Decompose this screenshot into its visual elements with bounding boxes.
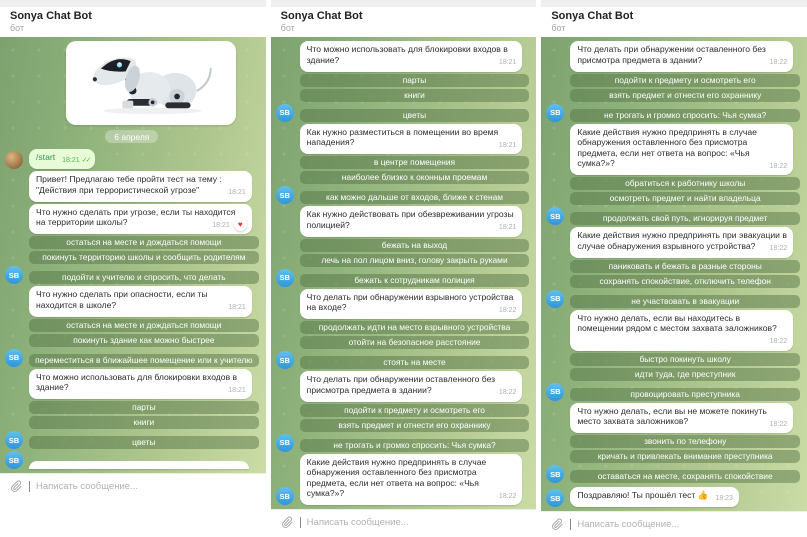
window-top-strip	[541, 0, 807, 7]
quiz-option-button[interactable]: книги	[300, 89, 530, 102]
chat-subtitle: бот	[10, 23, 25, 33]
read-checkmarks-icon: ✓✓	[81, 156, 90, 164]
row-content	[29, 416, 259, 429]
row-content	[570, 124, 800, 176]
message-text: Что можно использовать для блокировки входов в здание?	[306, 44, 508, 65]
bot-message[interactable]	[570, 124, 793, 176]
attach-paperclip-icon[interactable]	[10, 480, 23, 493]
avatar-gutter	[5, 266, 29, 284]
quiz-option-button[interactable]: лечь на пол лицом вниз, голову закрыть руками	[300, 254, 530, 267]
date-badge: 6 апреля	[105, 130, 158, 143]
avatar-gutter	[546, 465, 570, 483]
quiz-option-button[interactable]: стоять на месте	[300, 356, 530, 369]
message-row	[546, 465, 800, 483]
message-row	[276, 289, 530, 320]
quiz-option-button[interactable]: осмотреть предмет и найти владельца	[570, 192, 800, 205]
bot-avatar[interactable]: SB	[5, 431, 23, 449]
quiz-option-button[interactable]: парты	[29, 401, 259, 414]
message-row	[5, 41, 259, 125]
row-content	[570, 450, 800, 463]
message-row	[546, 435, 800, 448]
message-text: Что нужно сделать при опасности, если ты находится в школе?	[36, 289, 208, 310]
message-row	[5, 286, 259, 317]
text-cursor	[300, 517, 301, 528]
message-row	[5, 204, 259, 235]
bot-avatar[interactable]: SB	[276, 104, 294, 122]
quiz-option-button[interactable]: покинуть территорию школы и сообщить родителям	[29, 251, 259, 264]
quiz-option-button[interactable]: быстро покинуть школу	[570, 353, 800, 366]
message-row	[276, 186, 530, 204]
quiz-option-button[interactable]: парты	[300, 74, 530, 87]
attach-paperclip-icon[interactable]	[281, 516, 294, 529]
quiz-option-button[interactable]: переместиться в ближайшее помещение или к учителю	[29, 354, 259, 367]
bot-avatar[interactable]: SB	[276, 487, 294, 505]
message-row	[5, 431, 259, 449]
message-row	[276, 321, 530, 334]
message-composer	[0, 473, 266, 499]
text-cursor	[29, 481, 30, 492]
message-row	[546, 124, 800, 176]
user-avatar[interactable]	[5, 151, 23, 169]
chat-title: Sonya Chat Bot	[10, 10, 92, 22]
chat-title: Sonya Chat Bot	[551, 10, 634, 22]
message-row	[276, 269, 530, 287]
row-content	[570, 295, 800, 308]
bot-avatar[interactable]: SB	[276, 351, 294, 369]
message-time: 18:21	[498, 224, 517, 231]
bot-avatar[interactable]: SB	[276, 186, 294, 204]
bot-message[interactable]	[570, 403, 793, 434]
quiz-option-button[interactable]: подойти к предмету и осмотреть его	[300, 404, 530, 417]
message-row	[276, 351, 530, 369]
row-content	[570, 310, 800, 351]
message-row	[5, 369, 259, 400]
reaction-badge[interactable]	[234, 218, 247, 231]
row-content	[300, 206, 530, 237]
row-content	[300, 124, 530, 155]
message-row	[5, 266, 259, 284]
quiz-option-button[interactable]: взять предмет и отнести его охраннику	[570, 89, 800, 102]
quiz-option-button[interactable]: цветы	[300, 109, 530, 122]
message-composer	[271, 509, 537, 535]
message-row	[5, 171, 259, 202]
row-content	[300, 356, 530, 369]
row-content	[29, 286, 259, 317]
row-content	[570, 485, 800, 507]
bot-avatar[interactable]: SB	[546, 383, 564, 401]
bot-message[interactable]	[300, 371, 523, 402]
avatar-gutter	[5, 349, 29, 367]
row-content	[300, 274, 530, 287]
message-input[interactable]: Написать сообщение...	[36, 481, 138, 492]
bot-avatar[interactable]: SB	[546, 207, 564, 225]
quiz-option-button[interactable]: провоцировать преступника	[570, 388, 800, 401]
chat-panel	[541, 0, 807, 530]
chat-header[interactable]	[0, 7, 266, 37]
quiz-option-button[interactable]: бежать на выход	[300, 239, 530, 252]
chat-header[interactable]	[541, 7, 807, 37]
message-text: Что нужно делать, если вы находитесь в помещении рядом с местом захвата заложников?	[577, 312, 777, 333]
message-row	[276, 254, 530, 267]
avatar-gutter	[5, 451, 29, 469]
bot-avatar[interactable]: SB	[546, 290, 564, 308]
message-text: Что делать при обнаружении оставленного без присмотра предмета в здании?	[306, 374, 496, 395]
quiz-option-button[interactable]: отойти на безопасное расстояние	[300, 336, 530, 349]
message-text: Что делать при обнаружении оставленного без присмотра предмета в здании?	[577, 44, 766, 65]
message-row	[5, 401, 259, 414]
text-cursor	[570, 519, 571, 530]
message-time: 18:22	[498, 306, 517, 314]
message-row	[5, 251, 259, 264]
quiz-option-button[interactable]: не трогать и громко спросить: Чья сумка?	[570, 109, 800, 122]
bot-avatar[interactable]: SB	[276, 434, 294, 452]
message-row	[546, 104, 800, 122]
message-row	[546, 450, 800, 463]
user-message[interactable]	[29, 149, 95, 169]
bot-message[interactable]	[300, 454, 523, 506]
bot-message[interactable]	[570, 41, 793, 72]
quiz-option-button[interactable]: в центре помещения	[300, 156, 530, 169]
row-content	[29, 334, 259, 347]
message-list	[0, 37, 266, 473]
quiz-option-button[interactable]: оставаться на месте, сохранять спокойствие	[570, 470, 800, 483]
message-composer	[541, 511, 807, 537]
message-text: Что нужно сделать при угрозе, если ты находится на территории школы?	[36, 206, 236, 227]
bot-message[interactable]	[570, 227, 793, 258]
avatar-gutter	[276, 487, 300, 505]
message-row	[276, 89, 530, 102]
message-time: 18:21	[228, 386, 246, 394]
row-content	[300, 41, 530, 72]
row-content	[29, 204, 259, 235]
bot-message[interactable]	[300, 206, 523, 237]
row-content	[300, 239, 530, 252]
message-text: /start	[36, 152, 56, 162]
avatar-gutter	[5, 151, 29, 169]
message-input[interactable]: Написать сообщение...	[306, 517, 409, 528]
row-content	[570, 192, 800, 205]
row-content	[570, 89, 800, 102]
row-content	[300, 289, 530, 320]
message-row	[546, 227, 800, 258]
avatar-gutter	[546, 290, 570, 308]
row-content	[570, 177, 800, 190]
bot-avatar[interactable]: SB	[546, 489, 564, 507]
message-time: 18:21	[212, 221, 230, 229]
message-row	[546, 74, 800, 87]
message-row	[276, 171, 530, 184]
avatar-gutter	[276, 104, 300, 122]
message-row	[546, 177, 800, 190]
message-list	[541, 37, 807, 511]
row-content	[29, 271, 259, 284]
message-row	[546, 192, 800, 205]
message-row	[546, 383, 800, 401]
message-row	[546, 41, 800, 72]
message-time: 18:22	[769, 420, 788, 428]
row-content	[570, 212, 800, 225]
message-text: Что делать при обнаружении взрывного устройства на входе?	[306, 291, 514, 312]
quiz-option-button[interactable]: продолжать идти на место взрывного устройства	[300, 321, 530, 334]
message-text: Как нужно действовать при обезвреживании угрозы полицией?	[306, 209, 514, 230]
row-content	[29, 236, 259, 249]
avatar-gutter	[276, 351, 300, 369]
bot-avatar[interactable]: SB	[5, 349, 23, 367]
message-time: 18:22	[769, 59, 788, 66]
message-row	[546, 353, 800, 366]
message-row	[546, 260, 800, 273]
message-time: 18:22	[769, 338, 788, 345]
row-content	[570, 368, 800, 381]
row-content	[29, 171, 259, 202]
bot-avatar[interactable]: SB	[276, 269, 294, 287]
row-content	[570, 227, 800, 258]
row-content	[29, 354, 259, 367]
bot-message[interactable]	[570, 487, 739, 507]
row-content	[29, 369, 259, 400]
message-row	[546, 207, 800, 225]
quiz-option-button[interactable]: не участвовать в эвакуации	[570, 295, 800, 308]
message-input[interactable]: Написать сообщение...	[577, 519, 680, 530]
row-content	[570, 353, 800, 366]
row-content	[29, 147, 259, 169]
row-content	[300, 171, 530, 184]
bot-message[interactable]	[29, 369, 252, 400]
message-row	[5, 147, 259, 169]
bot-avatar[interactable]: SB	[5, 266, 23, 284]
avatar-gutter	[546, 383, 570, 401]
message-row	[276, 434, 530, 452]
message-row	[276, 454, 530, 506]
message-row	[5, 416, 259, 429]
message-row	[276, 239, 530, 252]
row-content	[300, 109, 530, 122]
row-content	[570, 388, 800, 401]
message-row	[276, 104, 530, 122]
message-row	[5, 319, 259, 332]
bot-message[interactable]	[570, 310, 793, 351]
quiz-option-button[interactable]: цветы	[29, 436, 259, 449]
quiz-option-button[interactable]: продолжать свой путь, игнорируя предмет	[570, 212, 800, 225]
message-time: 18:22	[498, 492, 517, 500]
row-content	[570, 435, 800, 448]
message-row	[276, 156, 530, 169]
chat-subtitle: бот	[280, 23, 295, 33]
row-content	[300, 419, 530, 432]
message-text: Какие действия нужно предпринять в случае обнаружения оставленного без присмотра предмета, если нет ответа на вопрос: «Чья сумка?»?	[577, 126, 757, 168]
quiz-option-button[interactable]: звонить по телефону	[570, 435, 800, 448]
message-text: Что можно использовать для блокировки входов в здание?	[36, 371, 238, 392]
message-time: 18:22	[769, 245, 788, 252]
message-row	[546, 275, 800, 288]
message-text: Поздравляю! Ты прошёл тест 👍	[577, 490, 709, 500]
heart-reaction-icon: ♥	[237, 219, 243, 229]
quiz-option-button[interactable]: подойти к учителю и спросить, что делать	[29, 271, 259, 284]
row-content	[300, 74, 530, 87]
avatar-gutter	[546, 489, 570, 507]
quiz-option-button[interactable]: подойти к предмету и осмотреть его	[570, 74, 800, 87]
message-row	[5, 451, 259, 469]
avatar-gutter	[546, 207, 570, 225]
chat-panel	[271, 0, 537, 528]
bot-message[interactable]	[300, 41, 523, 72]
message-row	[546, 310, 800, 351]
message-row	[276, 74, 530, 87]
message-row	[276, 124, 530, 155]
bot-message[interactable]	[29, 204, 252, 235]
chat-header[interactable]	[271, 7, 537, 37]
quiz-option-button[interactable]: книги	[29, 416, 259, 429]
quiz-option-button[interactable]: сохранять спокойствие, отключить телефон	[570, 275, 800, 288]
message-text: Какие действия нужно предпринять при эвакуации в случае обнаружения взрывного устройства?	[577, 230, 787, 251]
row-content	[29, 251, 259, 264]
message-text: Что нужно делать, если вы не можете покинуть место захвата заложников?	[577, 405, 767, 426]
row-content	[300, 454, 530, 506]
message-list	[271, 37, 537, 509]
message-row	[276, 371, 530, 402]
chat-subtitle: бот	[551, 23, 566, 33]
row-content	[29, 41, 259, 125]
message-row	[276, 336, 530, 349]
row-content	[29, 319, 259, 332]
message-row	[276, 206, 530, 237]
row-content	[300, 191, 530, 204]
row-content	[570, 275, 800, 288]
row-content	[29, 401, 259, 414]
window-top-strip	[0, 0, 266, 7]
message-row	[276, 41, 530, 72]
message-row	[5, 236, 259, 249]
photo-message[interactable]	[66, 41, 236, 125]
quiz-option-button[interactable]: обратиться к работнику школы	[570, 177, 800, 190]
row-content	[570, 260, 800, 273]
window-top-strip	[271, 0, 537, 7]
message-row	[546, 290, 800, 308]
row-content	[570, 109, 800, 122]
avatar-gutter	[276, 186, 300, 204]
quiz-option-button[interactable]: взять предмет и отнести его охраннику	[300, 419, 530, 432]
quiz-option-button[interactable]: наиболее близко к оконным проемам	[300, 171, 530, 184]
avatar-gutter	[546, 104, 570, 122]
message-text: Какие действия нужно предпринять в случае обнаружения оставленного без присмотра предмета, если нет ответа на вопрос: «Чья сумка?»?	[306, 456, 487, 498]
message-row	[276, 404, 530, 417]
message-row	[546, 403, 800, 434]
bot-avatar[interactable]: SB	[546, 465, 564, 483]
row-content	[570, 41, 800, 72]
row-content	[300, 371, 530, 402]
chat-title: Sonya Chat Bot	[280, 10, 363, 22]
quiz-option-button[interactable]: бежать к сотрудникам полиция	[300, 274, 530, 287]
message-row	[5, 334, 259, 347]
row-content	[29, 461, 259, 469]
message-row	[546, 368, 800, 381]
message-time: 18:23	[715, 494, 733, 502]
quiz-option-button[interactable]: остаться на месте и дождаться помощи	[29, 236, 259, 249]
quiz-option-button[interactable]: кричать и привлекать внимание преступника	[570, 450, 800, 463]
chat-panel	[0, 0, 266, 492]
row-content	[300, 439, 530, 452]
row-content	[300, 89, 530, 102]
row-content	[300, 254, 530, 267]
quiz-option-button[interactable]: покинуть здание как можно быстрее	[29, 334, 259, 347]
attach-paperclip-icon[interactable]	[551, 518, 564, 531]
message-time: 18:22	[498, 389, 517, 396]
row-content	[300, 336, 530, 349]
row-content	[300, 321, 530, 334]
robot-dog-image	[71, 44, 231, 122]
bot-message[interactable]	[29, 171, 252, 202]
message-time: 18:21	[62, 156, 80, 164]
avatar-gutter	[276, 434, 300, 452]
bot-message[interactable]	[300, 124, 523, 155]
row-content	[570, 74, 800, 87]
message-time: 18:21	[498, 141, 517, 149]
message-text: Как нужно разместиться в помещении во время нападения?	[306, 126, 499, 147]
message-row	[546, 89, 800, 102]
clipped-message	[29, 461, 249, 469]
avatar-gutter	[5, 431, 29, 449]
message-text: Привет! Предлагаю тебе пройти тест на тему : "Действия при террористической угрозе"	[36, 174, 222, 195]
quiz-option-button[interactable]: остаться на месте и дождаться помощи	[29, 319, 259, 332]
bot-avatar[interactable]: SB	[5, 451, 23, 469]
row-content	[570, 403, 800, 434]
row-content	[300, 404, 530, 417]
row-content	[29, 436, 259, 449]
message-row	[276, 419, 530, 432]
bot-message[interactable]	[29, 286, 252, 317]
row-content	[570, 470, 800, 483]
message-time: 18:22	[769, 162, 788, 170]
quiz-option-button[interactable]: как можно дальше от входов, ближе к стенам	[300, 191, 530, 204]
message-time: 18:21	[228, 189, 246, 196]
bot-message[interactable]	[300, 289, 523, 320]
avatar-gutter	[276, 269, 300, 287]
bot-avatar[interactable]: SB	[546, 104, 564, 122]
row-content	[300, 156, 530, 169]
message-time: 18:21	[228, 304, 246, 311]
message-row	[5, 349, 259, 367]
quiz-option-button[interactable]: не трогать и громко спросить: Чья сумка?	[300, 439, 530, 452]
message-row	[546, 485, 800, 507]
message-time: 18:21	[498, 59, 517, 66]
quiz-option-button[interactable]: идти туда, где преступник	[570, 368, 800, 381]
quiz-option-button[interactable]: паниковать и бежать в разные стороны	[570, 260, 800, 273]
